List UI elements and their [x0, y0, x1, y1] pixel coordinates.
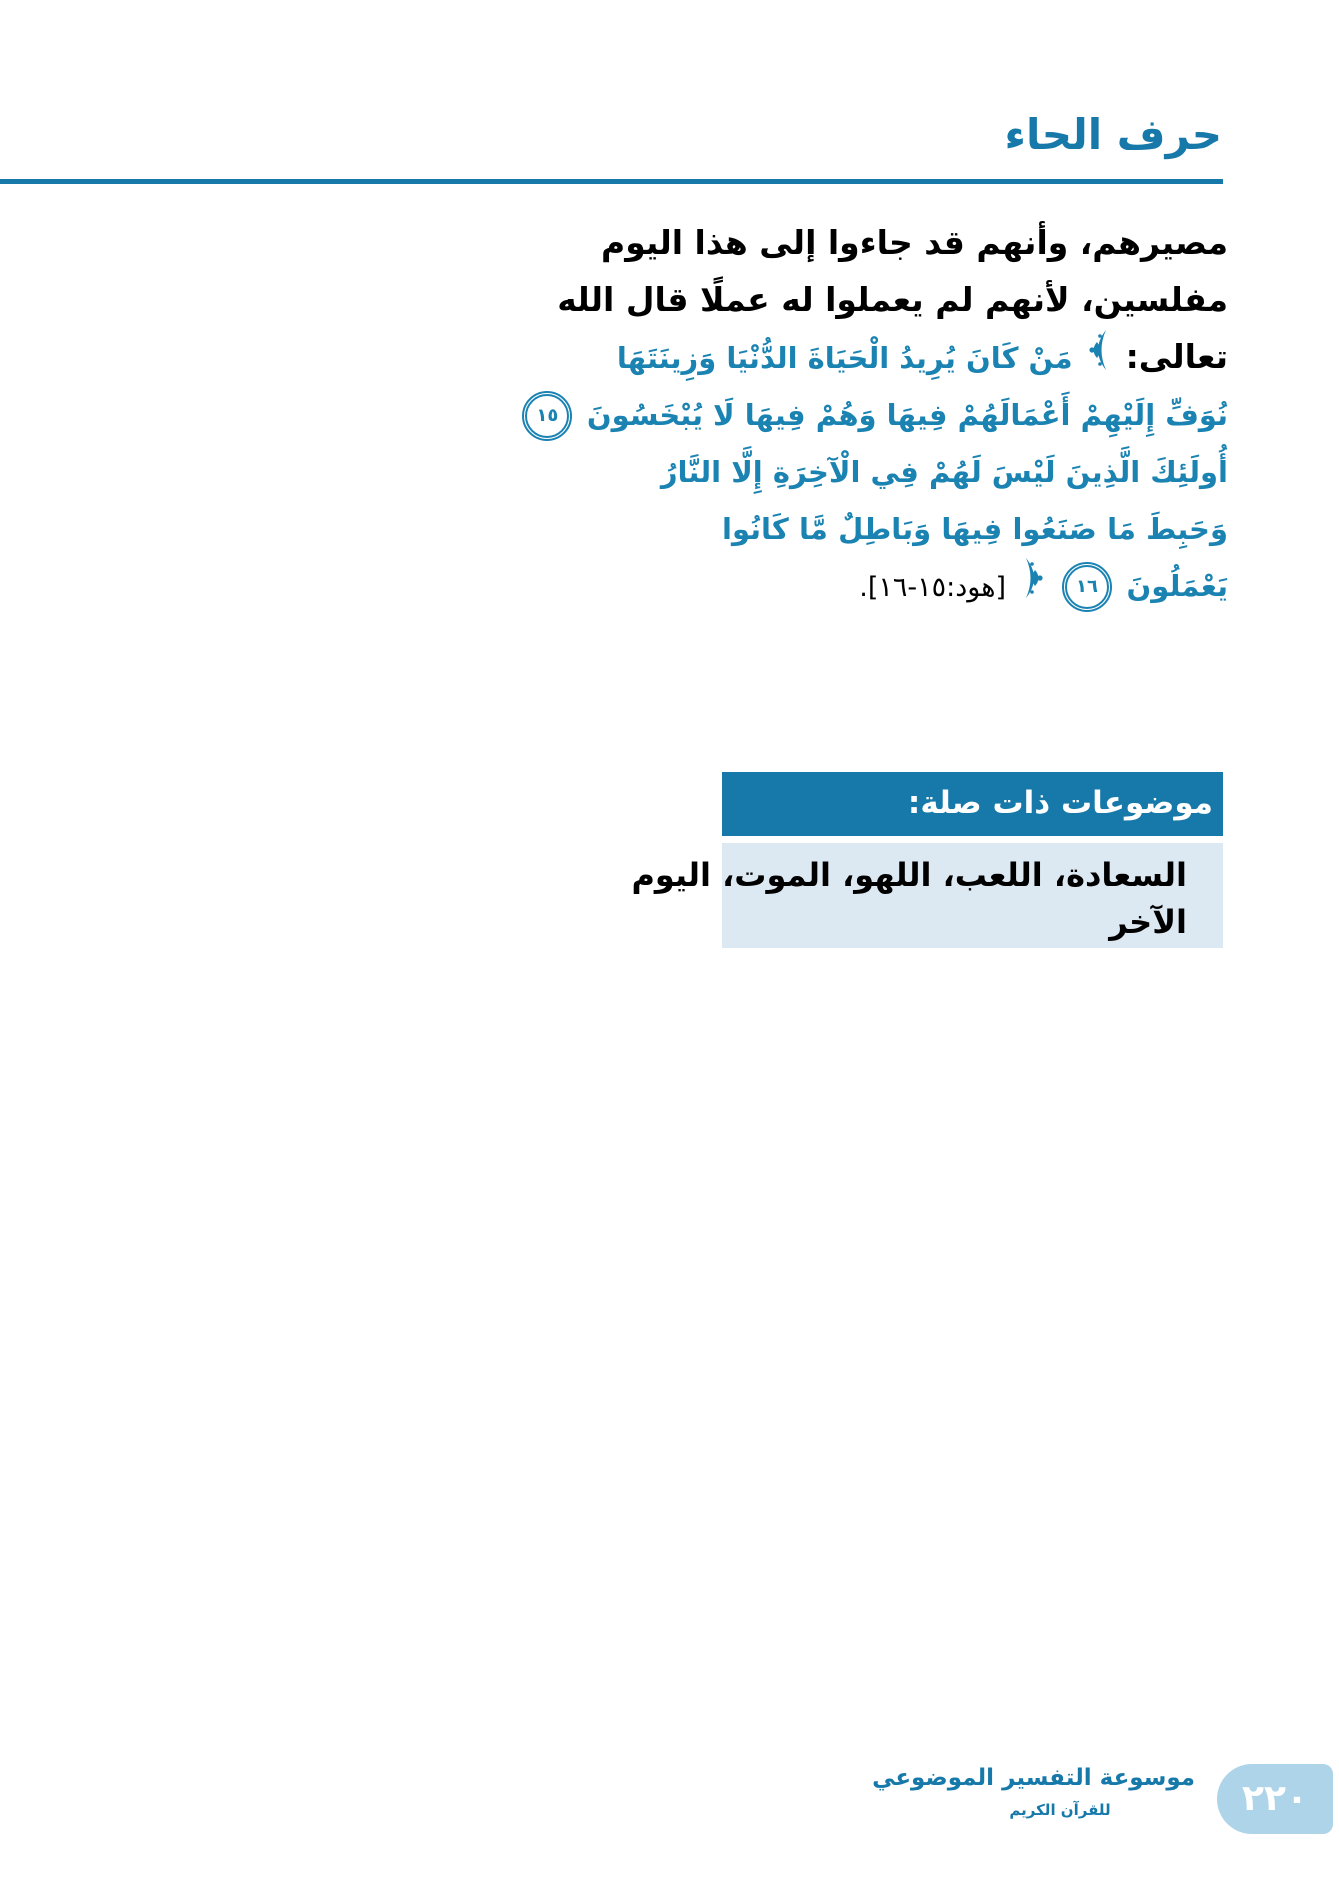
- quran-text: مَنْ كَانَ يُرِيدُ الْحَيَاةَ الدُّنْيَا وَزِينَتَهَا: [616, 341, 1073, 375]
- quran-text: وَحَبِطَ مَا صَنَعُوا فِيهَا وَبَاطِلٌ مَّا كَانُوا: [722, 512, 1228, 546]
- paragraph-line-quran: [536, 385, 1228, 442]
- quran-open-bracket-icon: [1075, 340, 1113, 379]
- paragraph-line: مصيرهم، وأنهم قد جاءوا إلى هذا اليوم: [601, 223, 1228, 262]
- chapter-title-calligraphy: حرف الحاء: [1004, 110, 1222, 159]
- paragraph-line-quran-end: [722, 556, 1228, 613]
- page-number: ٢٢٠: [1242, 1778, 1308, 1819]
- taala-prefix: تعالى:: [1125, 337, 1228, 376]
- paragraph-line-quran: [660, 442, 1228, 499]
- quran-text: أُولَئِكَ الَّذِينَ لَيْسَ لَهُمْ فِي الْآخِرَةِ إِلَّا النَّارُ: [660, 455, 1228, 489]
- related-topics-text-line: السعادة، اللعب، اللهو، الموت، اليوم: [631, 856, 1187, 894]
- paragraph-line-quran: [722, 499, 1228, 556]
- main-text-column: [536, 214, 1228, 613]
- quran-text: نُوَفِّ إِلَيْهِمْ أَعْمَالَهُمْ فِيهَا وَهُمْ فِيهَا لَا يُبْخَسُونَ: [586, 398, 1228, 432]
- related-topics-header-bar: [722, 772, 1223, 836]
- quran-text: يَعْمَلُونَ: [1126, 569, 1228, 603]
- publisher-logo-calligraphy: [872, 1758, 1195, 1822]
- page-number-pill: [1217, 1764, 1333, 1834]
- quran-close-bracket-icon: [1008, 568, 1046, 607]
- paragraph-line: مفلسين، لأنهم لم يعملوا له عملًا قال الله: [557, 280, 1228, 319]
- related-topics-box: [631, 843, 1223, 948]
- logo-title-text: موسوعة التفسير الموضوعي: [872, 1765, 1195, 1791]
- paragraph-line-quran-start: [616, 328, 1228, 385]
- ayah-number-ornament-15: ١٥: [522, 391, 572, 441]
- verse-reference: [هود:١٥-١٦].: [859, 572, 1007, 603]
- related-topics-header-label: موضوعات ذات صلة:: [907, 785, 1213, 821]
- logo-subtitle-text: للقرآن الكريم: [1009, 1801, 1111, 1819]
- related-topics-text-line: الآخر: [1109, 903, 1187, 941]
- ayah-number-ornament-16: ١٦: [1062, 562, 1112, 612]
- header-divider-rule: [0, 179, 1223, 184]
